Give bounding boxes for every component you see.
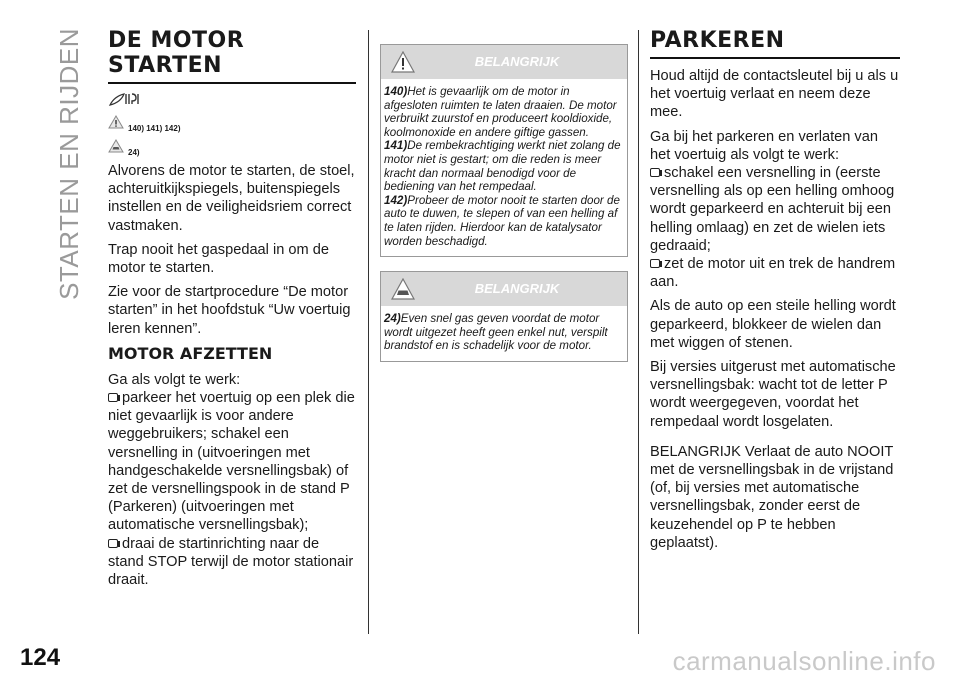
paragraph: Zie voor de startprocedure “De motor starten” in het hoofdstuk “Uw voertuig leren kennen”. xyxy=(108,284,351,337)
warning-box-title: BELANGRIJK xyxy=(474,54,560,69)
paragraph: Alvorens de motor te starten, de stoel, achteruitkijkspiegels, buitenspiegels instellen en de veiligheidsriem correct vastmaken. xyxy=(108,163,355,234)
caution-box-title: BELANGRIJK xyxy=(474,281,560,297)
caution-refs-row xyxy=(108,136,356,156)
list-item: parkeer het voertuig op een plek die niet gevaarlijk is voor andere weggebruikers; schakel een versnelling in (uitvoeringen met handgeschakelde versnellingsbak) of zet de versnellingspook in de stand P (Parkeren) (uitvoeringen met automatische versnellingsbak); xyxy=(108,390,355,534)
paragraph: BELANGRIJK Verlaat de auto NOOIT met de versnellingsbak in de vrijstand (of, bij versies met automatische versnellingsbak, zonder eerst de keuzehendel op P te hebben geplaatst). xyxy=(650,443,894,551)
warning-box-body xyxy=(381,79,627,256)
column-parking xyxy=(650,28,900,558)
warning-box xyxy=(380,44,628,257)
warning-item: 142)Probeer de motor nooit te starten door de auto te duwen, te slepen of van een helling af te laten rijden. Hierdoor kan de katalysator worden beschadigd. xyxy=(384,193,620,248)
warning-item: 141)De rembekrachtiging werkt niet zolang de motor niet is gestart; om die reden is meer kracht dan normaal benodigd voor de bediening van het rempedaal. xyxy=(384,139,621,194)
section-heading-parking: PARKEREN xyxy=(650,28,900,59)
caution-box-header xyxy=(381,272,627,306)
paragraph: Bij versies uitgerust met automatische versnellingsbak: wacht tot de letter P wordt weergegeven, voordat het rempedaal wordt losgelaten. xyxy=(650,359,896,430)
eco-leaf-icon xyxy=(108,91,142,107)
bullet-icon xyxy=(108,539,118,548)
paragraph: Ga bij het parkeren en verlaten van het voertuig als volgt te werk: xyxy=(650,128,878,163)
warning-refs-row xyxy=(108,112,356,132)
chapter-side-title: STARTEN EN RIJDEN xyxy=(54,28,84,300)
caution-box xyxy=(380,271,628,362)
watermark: carmanualsonline.info xyxy=(672,646,936,676)
column-starting xyxy=(108,28,356,595)
bullet-icon xyxy=(108,393,118,402)
caution-refs: 24) xyxy=(128,147,140,157)
column-divider xyxy=(638,30,639,634)
column-warnings xyxy=(380,44,628,376)
caution-box-body xyxy=(381,306,627,361)
paragraph: Houd altijd de contactsleutel bij u als u het voertuig verlaat en neem deze mee. xyxy=(650,68,899,121)
sub-heading-stop-engine: MOTOR AFZETTEN xyxy=(108,343,273,363)
warning-triangle-icon xyxy=(391,51,415,73)
warning-item: 140)Het is gevaarlijk om de motor in afgesloten ruimten te laten draaien. De motor verbruikt zuurstof en produceert kooldioxide, koolmonoxide en andere giftige gassen. xyxy=(384,85,617,139)
section-heading-start-engine: DE MOTOR STARTEN xyxy=(108,28,356,84)
paragraph: Trap nooit het gaspedaal in om de motor te starten. xyxy=(108,241,329,277)
warning-triangle-icon xyxy=(108,115,124,129)
paragraph: Als de auto op een steile helling wordt geparkeerd, blokkeer de wielen dan met wiggen of stenen. xyxy=(650,298,896,351)
warning-refs: 140) 141) 142) xyxy=(128,123,181,133)
column-divider xyxy=(368,30,369,634)
caution-car-icon xyxy=(391,278,415,300)
bullet-icon xyxy=(650,168,660,177)
page-number: 124 xyxy=(20,644,61,671)
list-item: zet de motor uit en trek de handrem aan. xyxy=(650,256,896,291)
warning-box-header xyxy=(381,45,627,79)
list-item: schakel een versnelling in (eerste versnelling als op een helling omhoog wordt geparkeerd en achteruit bij een helling omlaag) en zet de wielen iets gedraaid; xyxy=(650,165,895,254)
bullet-icon xyxy=(650,259,660,268)
list-item: draai de startinrichting naar de stand STOP terwijl de motor stationair draait. xyxy=(108,535,354,589)
paragraph: Ga als volgt te werk: xyxy=(108,371,241,388)
caution-item: 24)Even snel gas geven voordat de motor wordt uitgezet heeft geen enkel nut, verspilt brandstof en is schadelijk voor de motor. xyxy=(384,312,608,353)
caution-car-icon xyxy=(108,139,124,153)
eco-tip xyxy=(108,90,356,108)
